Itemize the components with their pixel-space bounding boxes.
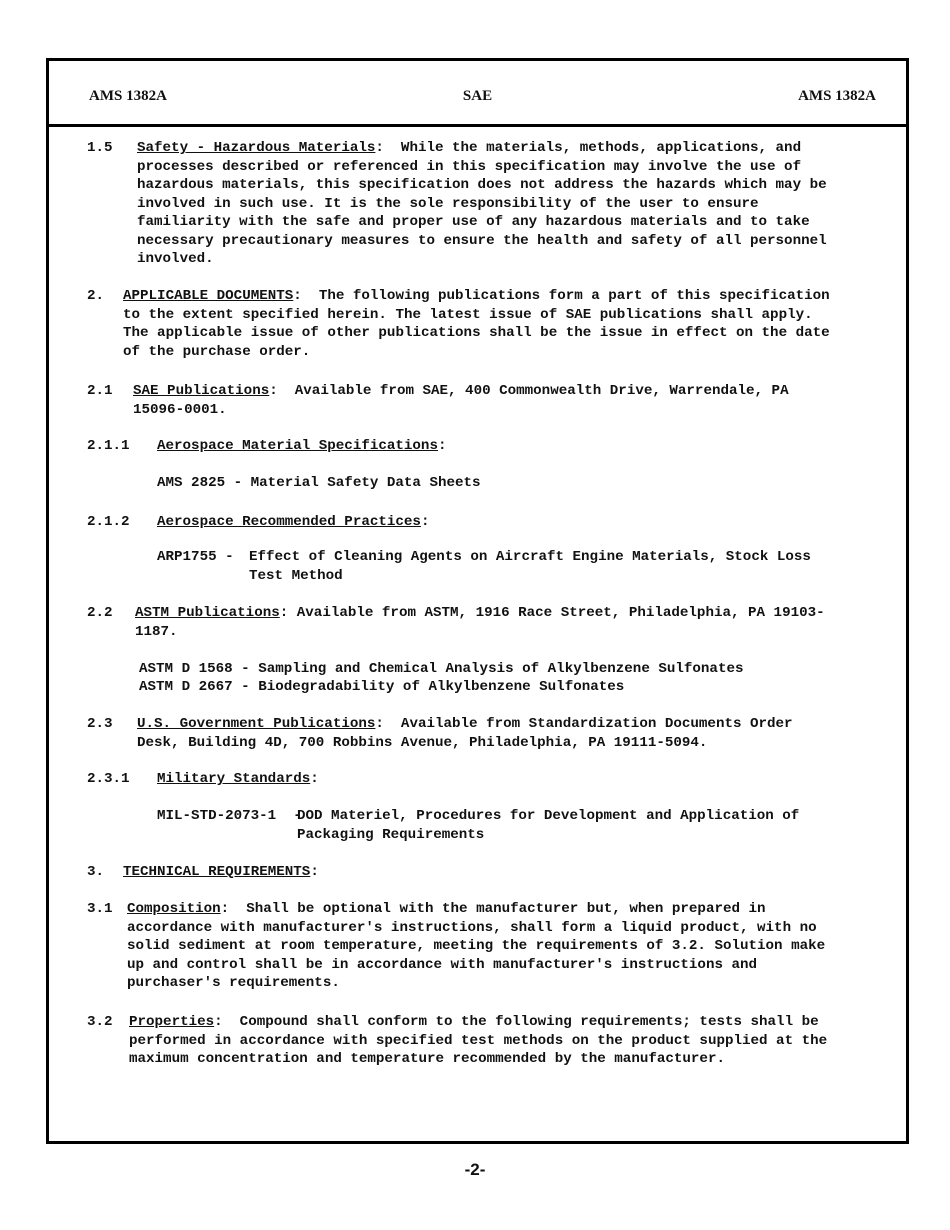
section-paragraph: [157, 437, 837, 456]
section-number: 2.3: [87, 716, 113, 732]
section-text: : Available from ASTM, 1916 Race Street, Philadelphia, PA 19103-1187.: [135, 605, 825, 640]
section-paragraph: [123, 863, 823, 882]
section-title: Properties: [129, 1014, 215, 1030]
section-number: 3.2: [87, 1014, 113, 1030]
section-number: 2.1.1: [87, 438, 130, 454]
section-text: : Compound shall conform to the following requirements; tests shall be performed in accordance with specified test methods on the product supplied at the maximum concentration and temperature recommended by the manufacturer.: [129, 1014, 836, 1067]
section-title: Safety - Hazardous Materials: [137, 140, 376, 156]
section-title: TECHNICAL REQUIREMENTS: [123, 864, 311, 880]
section-number: 3.1: [87, 901, 113, 917]
section-paragraph: [137, 139, 842, 269]
reference-ams-2825: AMS 2825 - Material Safety Data Sheets: [157, 475, 481, 491]
page-number: -2-: [464, 1160, 486, 1179]
reference-title: DOD Materiel, Procedures for Development and Application of Packaging Requirements: [297, 808, 808, 843]
section-paragraph: [157, 770, 837, 789]
section-title: Aerospace Recommended Practices: [157, 514, 421, 530]
section-text: : Shall be optional with the manufacturer but, when prepared in accordance with manufacturer's instructions, shall form a liquid product, with no solid sediment at room temperature, meeting the requirements of 3.2. Solution make up and control shall be in accordance with manufacturer's instructions and purchaser's requirements.: [127, 901, 834, 991]
header-org: SAE: [462, 88, 493, 104]
section-paragraph: [135, 604, 825, 641]
reference-code: MIL-STD-2073-1 -: [157, 808, 302, 824]
section-paragraph: [127, 900, 842, 993]
section-text: : Available from SAE, 400 Commonwealth Drive, Warrendale, PA 15096-0001.: [133, 383, 798, 418]
section-number: 2.1.2: [87, 514, 130, 530]
header-doc-id-left: AMS 1382A: [89, 88, 167, 104]
section-title: Composition: [127, 901, 221, 917]
reference-astm-d2667: ASTM D 2667 - Biodegradability of Alkylbenzene Sulfonates: [139, 679, 625, 695]
page-header: [49, 61, 906, 127]
reference-code: ARP1755 -: [157, 549, 234, 565]
section-title: Aerospace Material Specifications: [157, 438, 438, 454]
section-number: 3.: [87, 864, 105, 880]
section-text: : Available from Standardization Documents Order Desk, Building 4D, 700 Robbins Avenue, Philadelphia, PA 19111-5094.: [137, 716, 802, 751]
section-title: SAE Publications: [133, 383, 270, 399]
section-paragraph: [133, 382, 833, 419]
section-paragraph: [129, 1013, 842, 1069]
section-text: :: [310, 771, 319, 787]
section-text: : The following publications form a part of this specification to the extent specified herein. The latest issue of SAE publications shall apply. The applicable issue of other publications shall be the issue in effect on the date of the purchase order.: [123, 288, 839, 360]
reference-title: Effect of Cleaning Agents on Aircraft Engine Materials, Stock Loss Test Method: [249, 549, 820, 584]
header-doc-id-right: AMS 1382A: [798, 88, 876, 104]
section-title: U.S. Government Publications: [137, 716, 376, 732]
section-text: :: [437, 438, 447, 454]
section-title: APPLICABLE DOCUMENTS: [123, 288, 294, 304]
section-number: 2.: [87, 288, 105, 304]
section-text: : While the materials, methods, applications, and processes described or referenced in this specification may involve the use of hazardous materials, this specification does not address the hazards which may be involved in such use. It is the sole responsibility of the user to ensure familiarity with the safe and proper use of any hazardous materials and to take necessary precautionary measures to ensure the health and safety of all personnel involved.: [137, 140, 836, 267]
section-paragraph: [157, 513, 837, 532]
section-title: Military Standards: [157, 771, 311, 787]
section-text: :: [420, 514, 430, 530]
section-text: :: [310, 864, 319, 880]
section-number: 2.1: [87, 383, 113, 399]
section-number: 2.2: [87, 605, 113, 621]
section-paragraph: [137, 715, 837, 752]
section-number: 2.3.1: [87, 771, 130, 787]
section-title: ASTM Publications: [135, 605, 280, 621]
page-frame: [46, 58, 909, 1144]
reference-astm-d1568: ASTM D 1568 - Sampling and Chemical Analysis of Alkylbenzene Sulfonates: [139, 661, 744, 677]
section-number: 1.5: [87, 140, 113, 156]
section-paragraph: [123, 287, 843, 361]
